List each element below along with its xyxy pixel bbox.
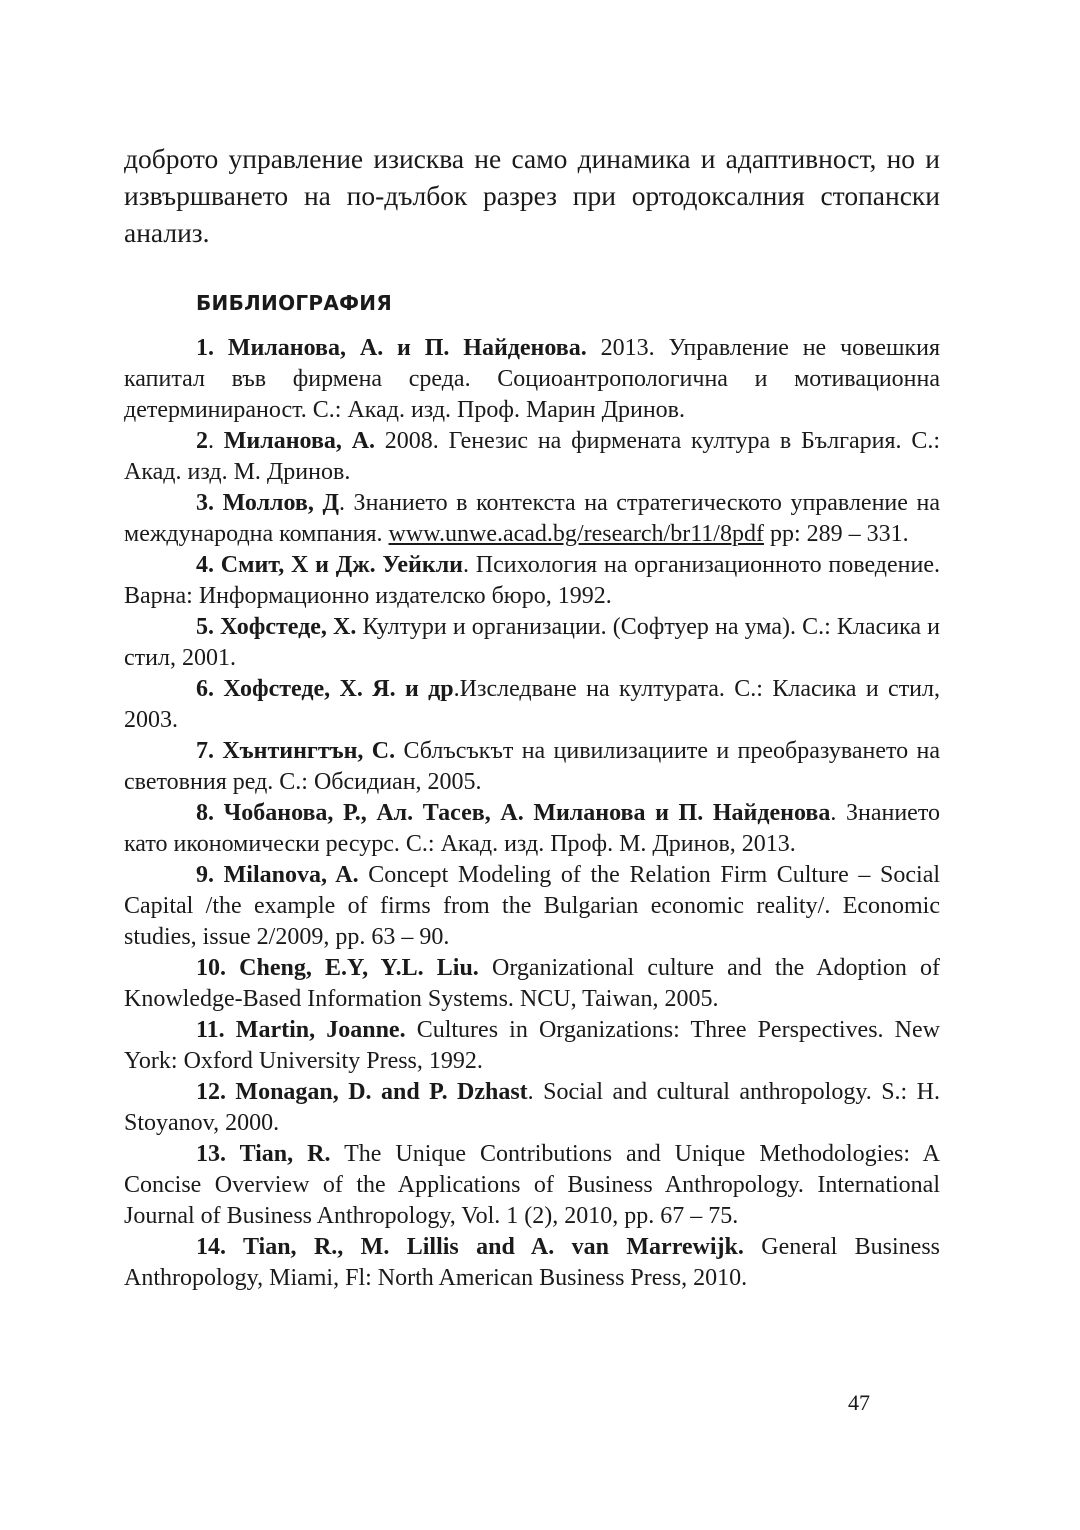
reference-authors: 8. Чобанова, Р., Ал. Тасев, А. Миланова и П. Найденова — [196, 800, 831, 826]
reference-text: 2013. Управление не човешкия капитал във фирмена среда. Социоантропологична и мотивационна детерминираност. С.: Акад. изд. Проф. Марин Дринов. — [124, 335, 941, 423]
reference-text: . Social and cultural anthropology. S.: H. Stoyanov, 2000. — [124, 1079, 940, 1136]
reference-text: . Знанието като икономически ресурс. С.: Акад. изд. Проф. М. Дринов, 2013. — [124, 800, 941, 857]
reference-authors: 13. Tian, R. — [196, 1141, 331, 1167]
reference-text: . Психология на организационното поведение. Варна: Информационно издателско бюро, 1992. — [124, 552, 940, 609]
reference-authors: 12. Monagan, D. and P. Dzhast — [196, 1079, 528, 1105]
reference-authors: 4. Смит, Х и Дж. Уейкли — [196, 552, 464, 578]
reference-text: Cultures in Organizations: Three Perspectives. New York: Oxford University Press, 1992. — [124, 1017, 940, 1074]
reference-item — [124, 333, 940, 426]
reference-authors: 9. Milanova, A. — [196, 862, 359, 888]
reference-link[interactable]: www.unwe.acad.bg/research/br11/8pdf — [388, 521, 764, 547]
reference-item — [124, 1232, 940, 1294]
reference-item — [124, 674, 940, 736]
reference-item — [124, 550, 940, 612]
reference-text: . Знанието в контекста на стратегическото управление на международна компания. — [124, 490, 940, 547]
reference-authors: 6. Хофстеде, Х. Я. и др — [196, 676, 454, 702]
reference-text: Култури и организации. (Софтуер на ума). С.: Класика и стил, 2001. — [124, 614, 940, 671]
reference-item — [124, 1077, 940, 1139]
reference-authors: 5. Хофстеде, Х. — [196, 614, 357, 640]
bibliography-heading: БИБЛИОГРАФИЯ — [196, 291, 393, 315]
reference-item: 2. Миланова, А. 2008. Генезис на фирмената култура в България. С.: Акад. изд. М. Дринов. — [124, 428, 941, 485]
page-number: 47 — [848, 1390, 870, 1415]
reference-authors: 14. Tian, R., M. Lillis and A. van Marrewijk. — [196, 1234, 744, 1260]
reference-text: General Business Anthropology, Miami, Fl: North American Business Press, 2010. — [124, 1234, 940, 1291]
reference-text: Сблъсъкът на цивилизациите и преобразуването на световния ред. С.: Обсидиан, 2005. — [124, 738, 941, 795]
reference-text: The Unique Contributions and Unique Methodologies: A Concise Overview of the Applications of Business Anthropology. International Journal of Business Anthropology, Vol. 1 (2), 2010, pp. 67 – 75. — [124, 1141, 940, 1229]
intro-paragraph: доброто управление изисква не само динамика и адаптивност, но и извършването на по-дълбок разрез при ортодоксалния стопански анализ. — [124, 143, 940, 248]
reference-authors: 10. Cheng, E.Y, Y.L. Liu. — [196, 955, 479, 981]
reference-item — [124, 860, 940, 953]
reference-text: Organizational culture and the Adoption of Knowledge-Based Information Systems. NCU, Taiwan, 2005. — [124, 955, 940, 1012]
reference-text: Concept Modeling of the Relation Firm Culture – Social Capital /the example of firms from the Bulgarian economic reality/. Economic studies, issue 2/2009, pp. 63 – 90. — [124, 862, 941, 950]
reference-authors: Миланова, А. — [223, 428, 376, 454]
reference-item — [124, 488, 940, 550]
reference-item — [124, 612, 940, 674]
reference-item — [124, 1015, 940, 1077]
reference-text: 2008. Генезис на фирмената култура в България. С.: Акад. изд. М. Дринов. — [124, 428, 941, 485]
reference-item — [124, 798, 940, 860]
page-content — [124, 140, 940, 1294]
reference-authors: 11. Martin, Joanne. — [196, 1017, 406, 1043]
bibliography-list — [124, 333, 940, 1294]
reference-text-tail: pp: 289 – 331. — [763, 521, 909, 547]
reference-item — [124, 953, 940, 1015]
reference-item — [124, 1139, 940, 1232]
reference-text: .Изследване на културата. С.: Класика и стил, 2003. — [124, 676, 940, 733]
reference-authors: 1. Миланова, А. и П. Найденова. — [196, 335, 587, 361]
reference-number: 2 — [196, 428, 208, 454]
reference-item — [124, 736, 940, 798]
reference-authors: 7. Хънтингтън, С. — [196, 738, 396, 764]
reference-authors: 3. Моллов, Д — [196, 490, 339, 516]
